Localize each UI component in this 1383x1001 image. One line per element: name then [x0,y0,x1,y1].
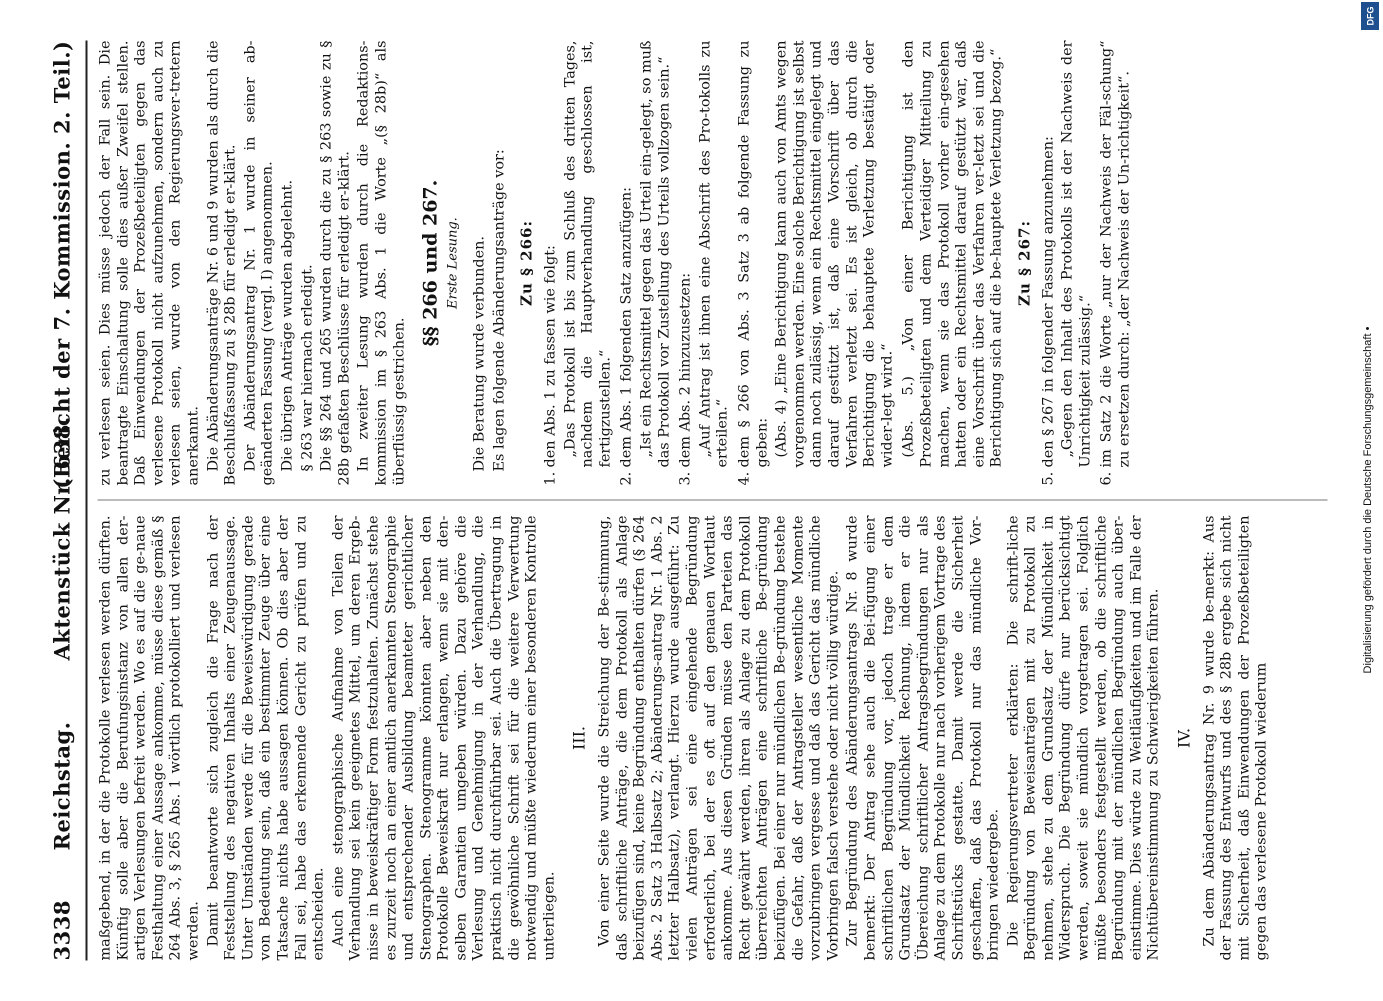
item-number: 5. [1040,471,1056,486]
item-number: 2. [618,471,635,486]
paragraph: Zur Begründung des Abänderungsantrags Nr. 8 wurde bemerkt: Der Antrag sehe auch die Bei-fügung einer schriftlichen Begründung vor, jedoch trage er dem Grundsatz der Mündlichkeit Rechnung, indem er die Übereichung schriftlicher Antragsbegründungen nur als Anlage zu dem Protokolle nur nach vorherigem Vortrage des Schriftstücks gestatte. Damit werde die Sicherheit geschaffen, daß das Protokoll nur das mündliche Vor-bringen wiedergebe. [844,515,1002,961]
item-text: im Satz 2 die Worte „nur der Nachweis der Fäl-schung“ zu ersetzen durch: „der Nachweis der Un-richtigkeit“. [1098,40,1133,468]
item-text: den Abs. 1 zu fassen wie folgt: [542,245,559,468]
paragraph: § 263 war hiernach erledigt. [299,264,316,472]
quote: (Abs. 5.) „Von einer Berichtigung ist den Prozeßbeteiligten und dem Verteidiger Mitteilung zu machen, wenn sie das Protokoll vorher ein-gesehen hatten oder ein Rechtsmittel darauf gestützt war, daß eine Vorschrift über das Verfahren ver-letzt sei und die Berichtigung sich auf die be-hauptete Verletzung bezog.“ [900,40,1005,468]
item-text: den § 267 in folgender Fassung anzunehmen: [1040,136,1056,468]
digitization-credit [1357,0,1379,1000]
section-heading: IV. [1174,727,1194,749]
item-number: 1. [542,471,559,486]
report-title: (Bericht der 7. Kommission. 2. Teil.) [49,40,75,489]
document-number: Aktenstück Nr. 638. [49,416,75,661]
paragraph: Die Regierungsvertreter erklärten: Die schrift-liche Begründung von Beweisanträgen mit zu Protokoll zu nehmen, stehe zu dem Grundsatz der Mündlichkeit in Widerspruch. Die Begründung dürfe nur berücksichtigt werden, soweit sie mündlich vorgetragen sei. Folglich müßte besonders festgestellt werden, ob die schriftliche Begründung mit der mündlichen Begründung auch über-einstimme. Dies würde zu Weitläufigkeiten und im Falle der Nichtübereinstimmung zu Schwierigkeiten führen. [1005,515,1162,961]
quote: „Gegen den Inhalt des Protokolls ist der Nachweis der Unrichtigkeit zulässig.“ [1059,40,1094,468]
paragraph: Die übrigen Anträge wurden abgelehnt. [279,179,296,472]
paragraph-heading: §§ 266 und 267. [419,179,442,347]
quote: (Abs. 4) „Eine Berichtigung kann auch von Amts wegen vorgenommen werden. Eine solche Berichtigung ist selbst dann noch zulässig, wenn ein Rechtsmittel eingelegt und darauf gestützt ist, daß eine Vorschrift über das Verfahren verletzt sei. Es ist gleich, ob durch die Berichtigung die behauptete Verletzung bestätigt oder wider-legt wird.“ [773,40,896,468]
reading-subheading: Erste Lesung. [445,217,461,309]
item-text: dem § 266 von Abs. 3 Satz 3 ab folgende Fassung zu geben: [736,40,771,468]
quote: „Auf Antrag ist ihnen eine Abschrift des Pro-tokolls zu erteilen.“ [697,40,731,468]
quote: „Das Protokoll ist bis zum Schluß des dritten Tages, nachdem die Hauptverhandlung geschlossen ist, fertigzustellen.“ [562,40,614,468]
section-label: Zu § 266: [517,220,536,306]
page-header [50,41,80,961]
paragraph: Von einer Seite wurde die Streichung der Be-stimmung, daß schriftliche Anträge, die dem Protokoll als Anlage beizufügen sind, keine Begründung enthalten dürfen (§ 264 Abs. 2 Satz 3 Halbsatz 2; Abänderungs-antrag Nr. 1 Abs. 2 letzter Halbsatz), verlangt. Hierzu wurde ausgeführt: Zu vielen Anträgen sei eine eingehende Begründung erforderlich, bei der es oft auf den genauen Wortlaut ankomme. Aus diesen Gründen müsse den Parteien das Recht gewährt werden, ihren als Anlage zu dem Protokoll überreichten Anträgen eine schriftliche Be-gründung beizufügen. Bei einer nur mündlichen Be-gründung bestehe die Gefahr, daß der Antragsteller wesentliche Momente vorzubringen vergesse und daß das Gericht das mündliche Vorbringen falsch verstehe oder nicht völlig würdige. [596,515,842,961]
paragraph: zu verlesen seien. Dies müsse jedoch der Fall sein. Die beantragte Einschaltung solle dies außer Zweifel stellen. Daß Einwendungen der Prozeßbeteiligten gegen das verlesene Protokoll nicht aufzunehmen, sondern auch zu verlesen seien, wurde von den Regierungsver-tretern anerkannt. [97,40,202,486]
paragraph: Es lagen folgende Abänderungsanträge vor: [491,149,508,472]
paragraph: Die §§ 264 und 265 wurden durch die zu § 263 sowie zu § 28b gefaßten Beschlüsse für erledigt er-klärt. [318,40,353,486]
item-number: 6. [1098,471,1115,486]
paragraph: In zweiter Lesung wurden durch die Redaktions-kommission im § 263 Abs. 1 die Worte „(§ 28b)“ als überflüssig gestrichen. [355,40,407,486]
column-divider [98,500,1328,501]
header-rule [86,41,88,961]
column-left [98,516,1274,961]
header-title: Reichstag. [49,721,75,851]
column-right [98,41,1136,486]
section-label: Zu § 267: [1015,220,1034,306]
dfg-logo [1361,2,1379,30]
paragraph: Auch eine stenographische Aufnahme von Teilen der Verhandlung sei kein geeignetes Mittel, um deren Ergeb-nisse in beweiskräftiger Form festzuhalten. Zunächst stehe es zurzeit noch an einer amtlich anerkannten Stenographie und entsprechender Ausbildung beamteter gerichtlicher Stenographen. Stenogramme könnten aber neben den Protokolle Beweiskraft nur erlangen, wenn sie mit den-selben Garantien umgeben würden. Dazu gehöre die Verlesung und Genehmigung in der Verhandlung, die praktisch nicht durchführbar sei. Auch die Übertragung in die gewöhnliche Schrift sei für die weitere Verwertung notwendig und müßte wiederum einer besonderen Kontrolle unterliegen. [330,515,558,961]
section-heading: III. [569,725,589,751]
credit-text: Digitalisierung gefördert durch die Deutsche Forschungsgemeinschaft • [1362,326,1374,674]
paragraph: Der Abänderungsantrag Nr. 1 wurde in seiner ab-geänderten Fassung (vergl. I) angenommen. [242,40,276,486]
item-number: 3. [677,471,694,486]
page-number: 3338 [49,900,75,961]
list-item [543,41,561,486]
list-item [737,41,772,486]
list-item [1040,41,1058,486]
paragraph: maßgebend, in der die Protokolle verlesen werden dürften. Künftig solle aber die Berufungsinstanz von allen der-artigen Verlesungen befreit werden. Wo es auf die ge-naue Festhaltung einer Aussage ankomme, müsse diese gemäß § 264 Abs. 3, § 265 Abs. 1 wörtlich protokolliert und verlesen werden. [97,515,202,961]
list-item [678,41,696,486]
item-text: dem Abs. 1 folgenden Satz anzufügen: [618,187,635,468]
paragraph: Die Abänderungsanträge Nr. 6 und 9 wurden als durch die Beschlußfassung zu § 28b für erledigt er-klärt. [205,40,239,486]
dfg-logo-text: DFG [1365,6,1375,26]
list-item [1099,41,1134,486]
item-text: dem Abs. 2 hinzuzusetzen: [677,272,694,468]
paragraph: Zu dem Abänderungsantrag Nr. 9 wurde be-merkt: Aus der Fassung des Entwurfs und des § 28b ergebe sich nicht mit Sicherheit, daß Einwendungen der Prozeßbeteiligten gegen das verlesene Protokoll wiederum [1201,515,1270,961]
quote: „Ist ein Rechtsmittel gegen das Urteil ein-gelegt, so muß das Protokoll vor Zustellung des Urteils vollzogen sein.“ [638,40,673,468]
paragraph: Die Beratung wurde verbunden. [471,236,488,472]
list-item [619,41,637,486]
document-page [0,1,1383,1001]
item-number: 4. [736,471,753,486]
paragraph: Damit beantworte sich zugleich die Frage nach der Feststellung des negativen Inhalts einer Zeugenaussage. Unter Umständen werde für die Beweiswürdigung gerade von Bedeutung sein, daß ein bestimmter Zeuge über eine Tatsache nichts habe aussagen können. Ob dies aber der Fall sei, habe das erkennende Gericht zu prüfen und zu entscheiden. [205,515,327,961]
